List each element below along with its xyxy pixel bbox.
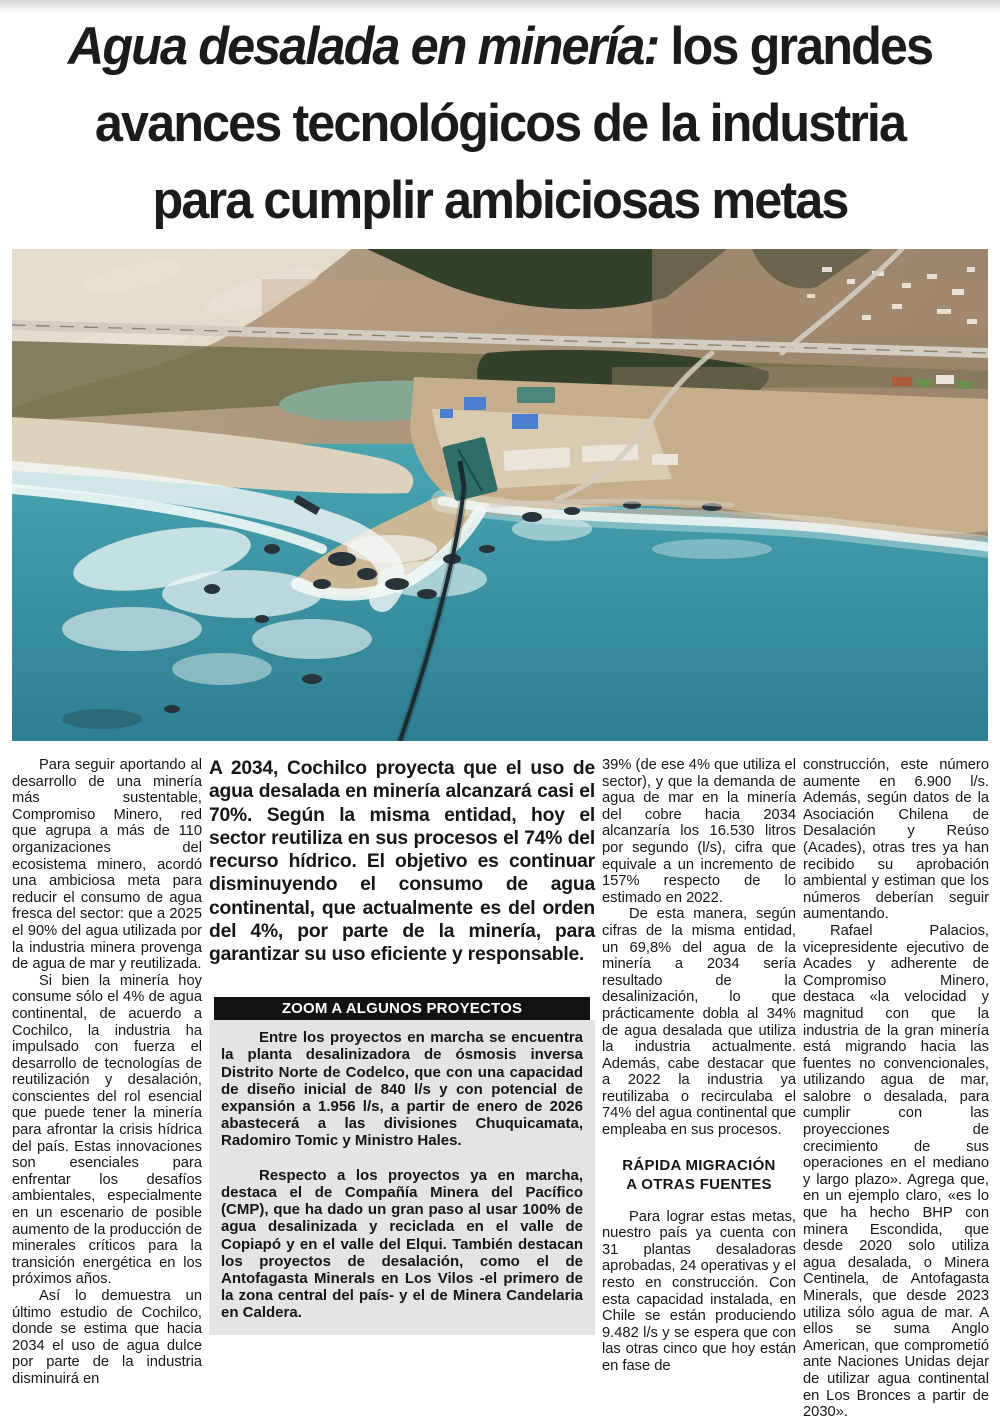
col3-paragraph-2: De esta manera, según cifras de la misma entidad, un 69,8% del agua de la minería a 2034 sería resultado de la desalinización, lo que prácticamente dobla al 34% de agua desalada que utiliza la industria actualmente. Además, cabe destacar que a 2022 la industria ya reutilizaba o recirculaba el 74% del agua continental que empleaba en sus procesos. bbox=[602, 906, 796, 1139]
article-header bbox=[0, 0, 1000, 239]
col1-paragraph-2: Si bien la minería hoy consume sólo el 4% de agua continental, de acuerdo a Cochilco, la industria ha impulsado con fuerza el desarrollo de tecnologías de reutilización y desalación, conscientes del rol esencial que puede tener la minería para afrontar la crisis hídrica del país. Estas innovaciones son esenciales para enfrentar los desafíos ambientales, especialmente en un escenario de posible aumento de la producción de minerales críticos para la transición energética en los próximos años. bbox=[12, 972, 202, 1288]
column-1 bbox=[12, 757, 202, 1421]
article-body bbox=[12, 757, 988, 1421]
headline bbox=[38, 8, 961, 239]
col3-paragraph-3: Para lograr estas metas, nuestro país ya cuenta con 31 plantas desaladoras aprobadas, 24 operativas y el resto en construcción. Con esta capacidad instalada, en Chile se están produciendo 9.482 l/s y se espera que con las otras cinco que hoy están en fase de bbox=[602, 1208, 796, 1374]
col3-paragraph-1: 39% (de ese 4% que utiliza el sector), y que la demanda de agua de mar en la minería del cobre hacia 2034 alcanzaría los 16.530 litros por segundo (l/s), cifra que equivale a un incremento de 157% respecto de lo estimado en 2022. bbox=[602, 757, 796, 906]
col4-paragraph-1: construcción, este número aumente en 6.900 l/s. Además, según datos de la Asociación Chilena de Desalación y Reúso (Acades), otras tres ya han recibido su aprobación ambiental y estiman que los números deberían seguir aumentando. bbox=[803, 757, 989, 923]
col1-paragraph-3: Así lo demuestra un último estudio de Cochilco, donde se estima que hacia 2034 el uso de agua dulce por parte de la industria disminuirá en bbox=[12, 1288, 202, 1387]
subhead-line-2: A OTRAS FUENTES bbox=[626, 1175, 772, 1193]
headline-line-1 bbox=[68, 17, 932, 76]
headline-line-2: avances tecnológicos de la industria bbox=[94, 94, 906, 153]
col1-paragraph-1: Para seguir aportando al desarrollo de una minería más sustentable, Compromiso Minero, red que agrupa a más de 110 organizaciones del ecosistema minero, acordó una ambiciosa meta para reducir el consumo de agua fresca del sector: que a 2025 el 90% del agua utilizada por la industria minera provenga de agua de mar y reutilizada. bbox=[12, 757, 202, 973]
headline-line-1-rest: los grandes bbox=[670, 17, 933, 76]
zoom-box-body bbox=[209, 1020, 595, 1334]
col4-paragraph-2: Rafael Palacios, vicepresidente ejecutivo de Acades y adherente de Compromiso Minero, destaca «la velocidad y magnitud con que la industria de la gran minería está migrando hacia las fuentes no convencionales, utilizando agua de mar, salobre o desalada, para cumplir con las proyecciones de crecimiento de sus operaciones en el mediano y largo plazo». Agrega que, en un ejemplo claro, «es lo que ha hecho BHP con minera Escondida, que desde 2020 solo utiliza agua desalada, o Minera Centinela, de Antofagasta Minerals, que desde 2023 utiliza sólo agua de mar. A ellos se suma Anglo American, que comprometió ante Naciones Unidas dejar de utilizar agua continental en Los Bronces a partir de 2030». bbox=[803, 922, 989, 1421]
column-2 bbox=[209, 757, 595, 1421]
aerial-photo-desalination-plant bbox=[12, 249, 988, 741]
aerial-photo-illustration bbox=[12, 249, 988, 741]
zoom-projects-box bbox=[209, 997, 595, 1335]
column-3 bbox=[602, 757, 796, 1421]
subhead-line-1: RÁPIDA MIGRACIÓN bbox=[622, 1156, 776, 1174]
zoom-box-paragraph-1: Entre los proyectos en marcha se encuentra la planta desalinizadora de ósmosis inversa Distrito Norte de Codelco, que con una capacidad de diseño inicial de 840 l/s y con potencial de expansión a 1.956 l/s, a partir de enero de 2026 abastecerá a las divisiones Chuquicamata, Radomiro Tomic y Ministro Hales. bbox=[221, 1029, 583, 1150]
column-4 bbox=[803, 757, 989, 1421]
headline-line-3: para cumplir ambiciosas metas bbox=[152, 171, 848, 230]
section-subhead bbox=[602, 1156, 796, 1194]
intro-paragraph: A 2034, Cochilco proyecta que el uso de agua desalada en minería alcanzará casi el 70%. Según la misma entidad, hoy el sector reutiliza en sus procesos el 74% del recurso hídrico. El objetivo es continuar disminuyendo el consumo de agua continental, que actualmente es del orden del 4%, por parte de la minería, para garantizar su uso eficiente y responsable. bbox=[209, 758, 595, 966]
zoom-box-paragraph-2: Respecto a los proyectos ya en marcha, destaca el de Compañía Minera del Pacífico (CMP), que ha dado un gran paso al usar 100% de agua desalinizada y reciclada en el valle de Copiapó y en el valle del Elqui. También destacan los proyectos de desalación, como el de Antofagasta Minerals en Los Vilos -el primero de la zona central del país- y el de Minera Candelaria en Caldera. bbox=[221, 1166, 583, 1322]
headline-kicker: Agua desalada en minería: bbox=[67, 17, 659, 76]
zoom-box-title-bar: ZOOM A ALGUNOS PROYECTOS bbox=[214, 997, 590, 1021]
